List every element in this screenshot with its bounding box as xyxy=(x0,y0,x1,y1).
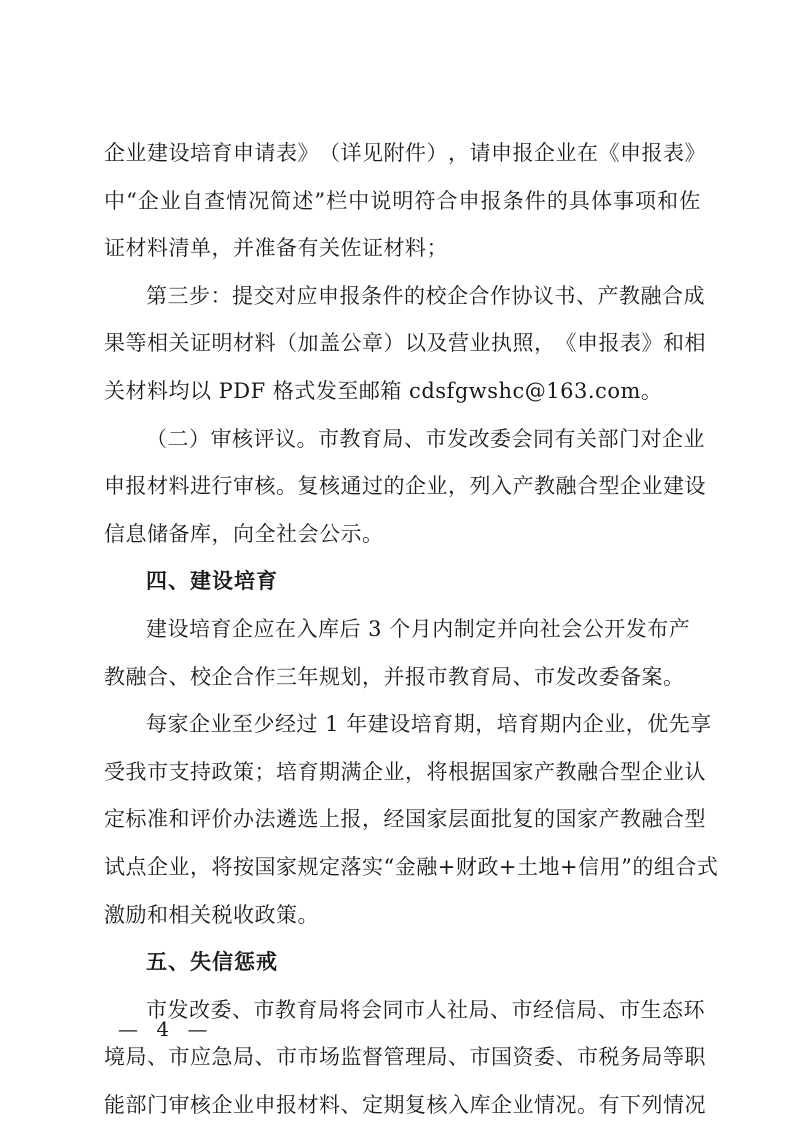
body-line: 企 业 建 设 培 育 申 请 表 》 （ 详 见 附 件 ） ， 请 申 报 企 业 在 《 申 报 表 》 xyxy=(104,141,706,165)
body-line: （二）审核评议。市教育局、市发改委会同有关部门对企业 xyxy=(146,427,705,451)
body-line: 定 标 准 和 评 价 办 法 遴 选 上 报 ， 经 国 家 层 面 批 复 的 国 家 产 教 融 合 型 xyxy=(104,807,706,831)
body-line: 证材料清单，并准备有关佐证材料； xyxy=(104,236,448,260)
body-line: 能 部 门 审 核 企 业 申 报 材 料 、 定 期 复 核 入 库 企 业 情 况 。 有 下 列 情 况 xyxy=(104,1093,706,1117)
body-line: 激励和相关税收政策。 xyxy=(104,903,319,927)
body-line: 受 我 市 支 持 政 策 ； 培 育 期 满 企 业 ， 将 根 据 国 家 产 教 融 合 型 企 业 认 xyxy=(104,760,706,784)
body-line: 第三步：提交对应申报条件的校企合作协议书、产教融合成 xyxy=(146,284,705,308)
page-number: — 4 — xyxy=(118,1017,214,1041)
body-line: 信息储备库，向全社会公示。 xyxy=(104,522,384,546)
body-line: 关材料均以 PDF 格式发至邮箱 cdsfgwshc@163.com。 xyxy=(104,379,663,403)
body-line: 中 “ 企 业 自 查 情 况 简 述 ” 栏 中 说 明 符 合 申 报 条 件 的 具 体 事 项 和 佐 xyxy=(104,189,701,213)
body-line: 果 等 相 关 证 明 材 料 （ 加 盖 公 章 ） 以 及 营 业 执 照 ， 《 申 报 表 》 和 相 xyxy=(104,331,706,355)
body-line: 试 点 企 业 ， 将 按 国 家 规 定 落 实 “ 金 融 + 财 政 + 土 地 + 信 用 ” 的 组 合 式 xyxy=(104,855,719,879)
section-heading: 四、建设培育 xyxy=(146,569,278,593)
body-line: 建设培育企应在入库后 3 个月内制定并向社会公开发布产 xyxy=(146,617,691,641)
body-line: 每家企业至少经过 1 年建设培育期，培育期内企业，优先享 xyxy=(146,712,712,736)
body-line: 境 局 、 市 应 急 局 、 市 市 场 监 督 管 理 局 、 市 国 资 委 、 市 税 务 局 等 职 xyxy=(104,1045,706,1069)
section-heading: 五、失信惩戒 xyxy=(146,950,278,974)
body-line: 申 报 材 料 进 行 审 核 。 复 核 通 过 的 企 业 ， 列 入 产 教 融 合 型 企 业 建 设 xyxy=(104,474,706,498)
body-line: 市发改委、市教育局将会同市人社局、市经信局、市生态环 xyxy=(146,998,705,1022)
body-line: 教融合、校企合作三年规划，并报市教育局、市发改委备案。 xyxy=(104,665,685,689)
